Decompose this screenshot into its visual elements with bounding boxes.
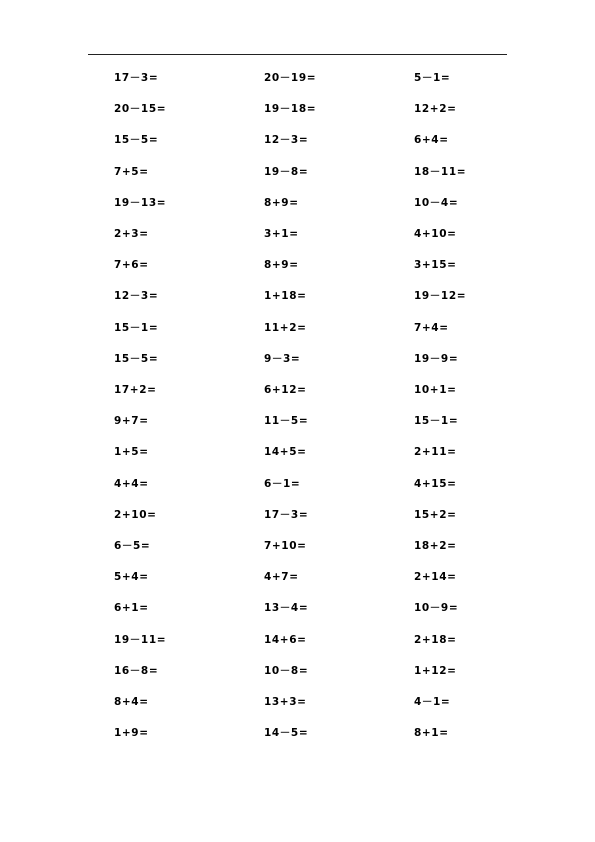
math-problem: 15－5=	[114, 352, 159, 365]
math-problem: 14+5=	[264, 446, 307, 459]
math-problem: 5－1=	[414, 72, 451, 84]
math-problem: 13+3=	[264, 696, 307, 708]
math-problem: 19－11=	[114, 633, 167, 646]
math-problem: 19－13=	[114, 196, 167, 209]
problem-row	[0, 694, 595, 710]
math-problem: 7+4=	[414, 321, 449, 334]
math-problem: 19－12=	[414, 290, 467, 303]
math-problem: 4+7=	[264, 571, 299, 584]
problem-row	[0, 164, 595, 180]
math-problem: 19－9=	[414, 352, 459, 365]
math-problem: 19－18=	[264, 103, 317, 116]
math-problem: 18+2=	[414, 540, 457, 552]
math-problem: 3+1=	[264, 228, 299, 240]
math-problem: 7+5=	[114, 165, 149, 178]
math-problem: 9－3=	[264, 352, 301, 365]
math-problem: 20－19=	[264, 72, 317, 84]
math-problem: 16－8=	[114, 664, 159, 677]
problem-row	[0, 257, 595, 273]
problem-row	[0, 382, 595, 398]
math-problem: 17+2=	[114, 384, 157, 396]
math-problem: 14+6=	[264, 633, 307, 646]
math-problem: 11－5=	[264, 415, 309, 428]
problem-row	[0, 725, 595, 741]
math-problem: 10－9=	[414, 602, 459, 615]
problem-row	[0, 351, 595, 367]
math-problem: 1+9=	[114, 727, 149, 740]
math-problem: 19－8=	[264, 165, 309, 178]
problem-row	[0, 663, 595, 679]
math-problem: 7+6=	[114, 259, 149, 272]
math-problem: 8+1=	[414, 727, 449, 740]
problem-row	[0, 632, 595, 648]
problem-row	[0, 476, 595, 492]
math-problem: 20－15=	[114, 103, 167, 116]
math-problem: 9+7=	[114, 415, 149, 428]
problem-row	[0, 195, 595, 211]
math-problem: 10－8=	[264, 664, 309, 677]
problem-row	[0, 507, 595, 523]
math-problem: 15+2=	[414, 508, 457, 521]
math-problem: 4+10=	[414, 228, 457, 240]
math-problem: 2+14=	[414, 571, 457, 584]
math-problem: 12+2=	[414, 103, 457, 116]
math-problem: 4－1=	[414, 696, 451, 708]
math-problem: 3+15=	[414, 259, 457, 272]
math-problem: 2+18=	[414, 633, 457, 646]
math-problem: 6+12=	[264, 384, 307, 396]
math-problem: 6－1=	[264, 477, 301, 490]
problem-row	[0, 569, 595, 585]
math-problem: 1+5=	[114, 446, 149, 459]
math-problem: 10+1=	[414, 384, 457, 396]
math-problem: 6+1=	[114, 602, 149, 615]
math-problem: 8+9=	[264, 259, 299, 272]
problem-row	[0, 320, 595, 336]
math-problem: 4+4=	[114, 477, 149, 490]
math-problem: 6－5=	[114, 540, 151, 552]
math-problem: 1+12=	[414, 664, 457, 677]
math-problem: 1+18=	[264, 290, 307, 303]
math-problem: 5+4=	[114, 571, 149, 584]
math-problem: 13－4=	[264, 602, 309, 615]
math-problem: 10－4=	[414, 196, 459, 209]
math-problem: 15－1=	[114, 321, 159, 334]
problem-row	[0, 538, 595, 554]
math-problem: 2+10=	[114, 508, 157, 521]
math-problem: 2+11=	[414, 446, 457, 459]
math-problem: 18－11=	[414, 165, 467, 178]
math-problem: 8+4=	[114, 696, 149, 708]
math-problem: 11+2=	[264, 321, 307, 334]
math-problem: 2+3=	[114, 228, 149, 240]
math-problem: 17－3=	[264, 508, 309, 521]
math-problem: 15－1=	[414, 415, 459, 428]
math-problem: 15－5=	[114, 134, 159, 147]
problem-row	[0, 101, 595, 117]
problem-row	[0, 288, 595, 304]
math-problem: 17－3=	[114, 72, 159, 84]
math-problem: 12－3=	[264, 134, 309, 147]
math-problem: 14－5=	[264, 727, 309, 740]
problem-row	[0, 226, 595, 242]
problem-row	[0, 70, 595, 86]
math-problem: 4+15=	[414, 477, 457, 490]
math-problem: 8+9=	[264, 196, 299, 209]
problem-row	[0, 413, 595, 429]
problem-row	[0, 444, 595, 460]
problem-row	[0, 132, 595, 148]
math-problem: 6+4=	[414, 134, 449, 147]
problem-row	[0, 600, 595, 616]
math-problem: 7+10=	[264, 540, 307, 552]
math-problem: 12－3=	[114, 290, 159, 303]
